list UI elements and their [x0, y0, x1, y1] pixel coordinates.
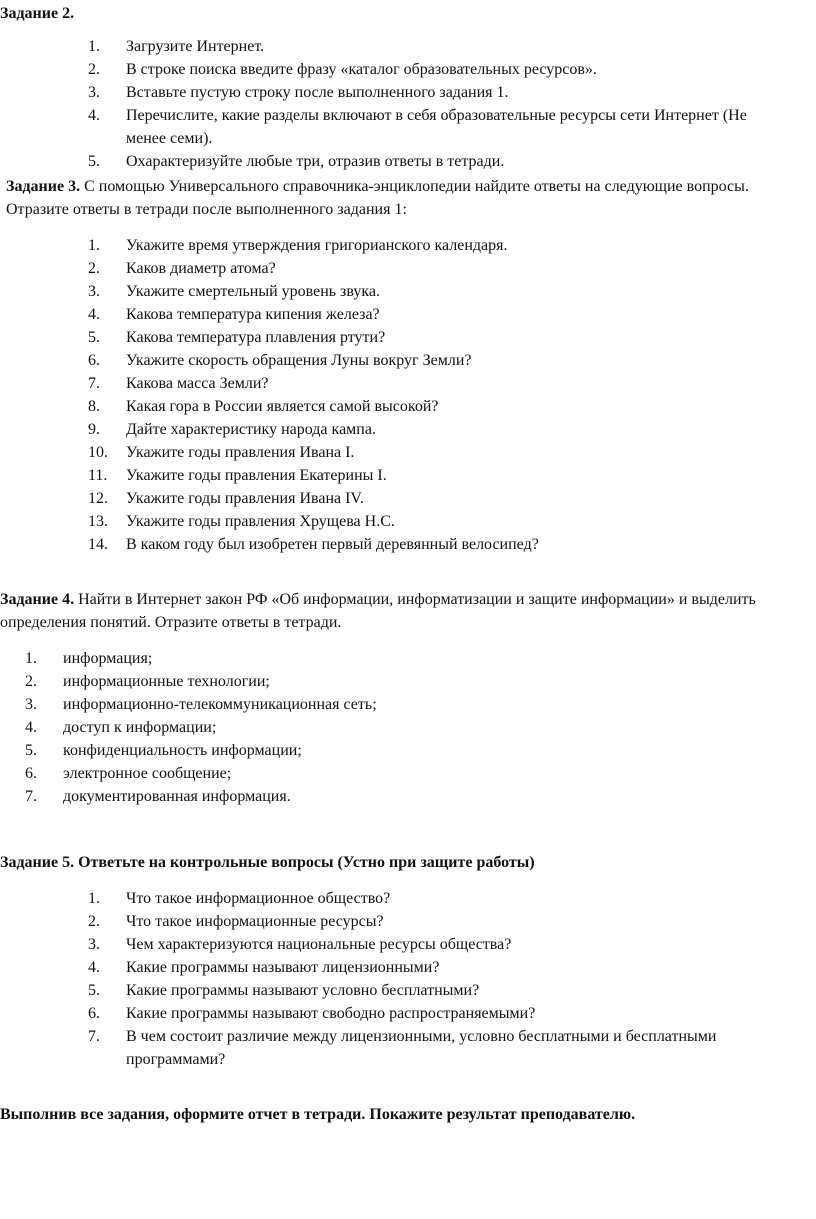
list-item [88, 418, 788, 441]
task2-title: Задание 2. [0, 5, 75, 22]
list-number: 5. [88, 153, 100, 170]
list-text: В каком году был изобретен первый деревянный велосипед? [126, 536, 539, 553]
task3-intro-paragraph [6, 175, 796, 221]
list-item [88, 104, 788, 150]
list-text: Вставьте пустую строку после выполненного задания 1. [126, 84, 509, 101]
list-text: Чем характеризуются национальные ресурсы общества? [126, 936, 512, 953]
list-item [88, 81, 788, 104]
list-number: 5. [25, 742, 37, 759]
list-text: доступ к информации; [63, 719, 217, 736]
list-text: Охарактеризуйте любые три, отразив ответы в тетради. [126, 153, 505, 170]
list-item [88, 372, 788, 395]
list-item [88, 441, 788, 464]
list-number: 2. [25, 673, 37, 690]
task4-intro-paragraph [0, 588, 790, 634]
list-item [88, 349, 788, 372]
list-number: 3. [88, 84, 100, 101]
list-item [88, 910, 788, 933]
list-text: Какие программы называют условно бесплатными? [126, 982, 480, 999]
list-item [88, 887, 788, 910]
list-text: Какова масса Земли? [126, 375, 269, 392]
list-number: 4. [88, 306, 100, 323]
list-number: 6. [88, 1005, 100, 1022]
list-item [25, 716, 725, 739]
list-number: 1. [88, 890, 100, 907]
list-item [25, 785, 725, 808]
list-number: 6. [25, 765, 37, 782]
list-text: Укажите смертельный уровень звука. [126, 283, 381, 300]
list-text: Какая гора в России является самой высокой? [126, 398, 439, 415]
list-item [88, 326, 788, 349]
list-number: 3. [88, 936, 100, 953]
list-item [88, 510, 788, 533]
list-number: 13. [88, 513, 108, 530]
list-text: Укажите годы правления Ивана IV. [126, 490, 364, 507]
list-item [88, 395, 788, 418]
list-item [25, 670, 725, 693]
task5-list [88, 887, 788, 1071]
list-number: 8. [88, 398, 100, 415]
list-text: конфиденциальность информации; [63, 742, 302, 759]
task4-intro: Найти в Интернет закон РФ «Об информации, информатизации и защите информации» и выделить определения понятий. Отразите ответы в тетради. [0, 591, 756, 631]
list-text: Загрузите Интернет. [126, 38, 265, 55]
task3-intro: С помощью Универсального справочника-энциклопедии найдите ответы на следующие вопросы. Отразите ответы в тетради после выполненного задания 1: [6, 178, 749, 218]
list-item [25, 693, 725, 716]
list-item [88, 979, 788, 1002]
list-item [88, 464, 788, 487]
list-number: 1. [25, 650, 37, 667]
list-item [88, 956, 788, 979]
list-text: Что такое информационные ресурсы? [126, 913, 384, 930]
list-item [88, 58, 788, 81]
list-number: 2. [88, 913, 100, 930]
list-number: 2. [88, 61, 100, 78]
task3-title: Задание 3. [6, 178, 81, 195]
list-text: документированная информация. [63, 788, 291, 805]
list-item [88, 1002, 788, 1025]
list-number: 3. [88, 283, 100, 300]
list-number: 11. [88, 467, 108, 484]
list-text: Каков диаметр атома? [126, 260, 276, 277]
list-number: 7. [88, 375, 100, 392]
list-text: В строке поиска введите фразу «каталог образовательных ресурсов». [126, 61, 597, 78]
list-text: информационные технологии; [63, 673, 270, 690]
list-item [88, 150, 788, 173]
list-text: Какие программы называют свободно распространяемыми? [126, 1005, 536, 1022]
list-number: 4. [88, 107, 100, 124]
list-item [88, 933, 788, 956]
list-number: 6. [88, 352, 100, 369]
list-text: Укажите годы правления Хрущева Н.С. [126, 513, 395, 530]
list-item [88, 303, 788, 326]
list-item [88, 1025, 788, 1071]
task4-list [25, 647, 725, 808]
list-text: Укажите скорость обращения Луны вокруг Земли? [126, 352, 472, 369]
list-number: 1. [88, 38, 100, 55]
list-number: 14. [88, 536, 108, 553]
task4-title: Задание 4. [0, 591, 75, 608]
list-item [88, 234, 788, 257]
task5-title: Задание 5. Ответьте на контрольные вопросы (Устно при защите работы) [0, 854, 535, 871]
list-number: 4. [88, 959, 100, 976]
list-text: Что такое информационное общество? [126, 890, 391, 907]
list-text: Укажите годы правления Ивана I. [126, 444, 355, 461]
list-text: электронное сообщение; [63, 765, 232, 782]
list-text: информационно-телекоммуникационная сеть; [63, 696, 377, 713]
list-item [88, 533, 788, 556]
list-number: 12. [88, 490, 108, 507]
list-text: Укажите время утверждения григорианского календаря. [126, 237, 508, 254]
list-text: Какова температура плавления ртути? [126, 329, 386, 346]
list-item [88, 487, 788, 510]
list-item [25, 739, 725, 762]
final-instruction: Выполнив все задания, оформите отчет в тетради. Покажите результат преподавателю. [0, 1106, 636, 1123]
list-number: 1. [88, 237, 100, 254]
list-number: 9. [88, 421, 100, 438]
list-text: Дайте характеристику народа кампа. [126, 421, 376, 438]
list-number: 5. [88, 329, 100, 346]
list-text: Какова температура кипения железа? [126, 306, 380, 323]
list-number: 7. [88, 1028, 100, 1045]
list-text: информация; [63, 650, 153, 667]
list-text: Укажите годы правления Екатерины I. [126, 467, 387, 484]
list-number: 5. [88, 982, 100, 999]
list-item [25, 647, 725, 670]
list-number: 7. [25, 788, 37, 805]
task2-list [88, 35, 788, 173]
list-text: В чем состоит различие между лицензионными, условно бесплатными и бесплатными программами? [126, 1028, 717, 1068]
list-item [25, 762, 725, 785]
list-number: 10. [88, 444, 108, 461]
list-text: Какие программы называют лицензионными? [126, 959, 440, 976]
list-item [88, 257, 788, 280]
list-number: 4. [25, 719, 37, 736]
list-number: 3. [25, 696, 37, 713]
list-text: Перечислите, какие разделы включают в себя образовательные ресурсы сети Интернет (Не менее семи). [126, 107, 747, 147]
task3-list [88, 234, 788, 556]
list-item [88, 280, 788, 303]
list-item [88, 35, 788, 58]
list-number: 2. [88, 260, 100, 277]
